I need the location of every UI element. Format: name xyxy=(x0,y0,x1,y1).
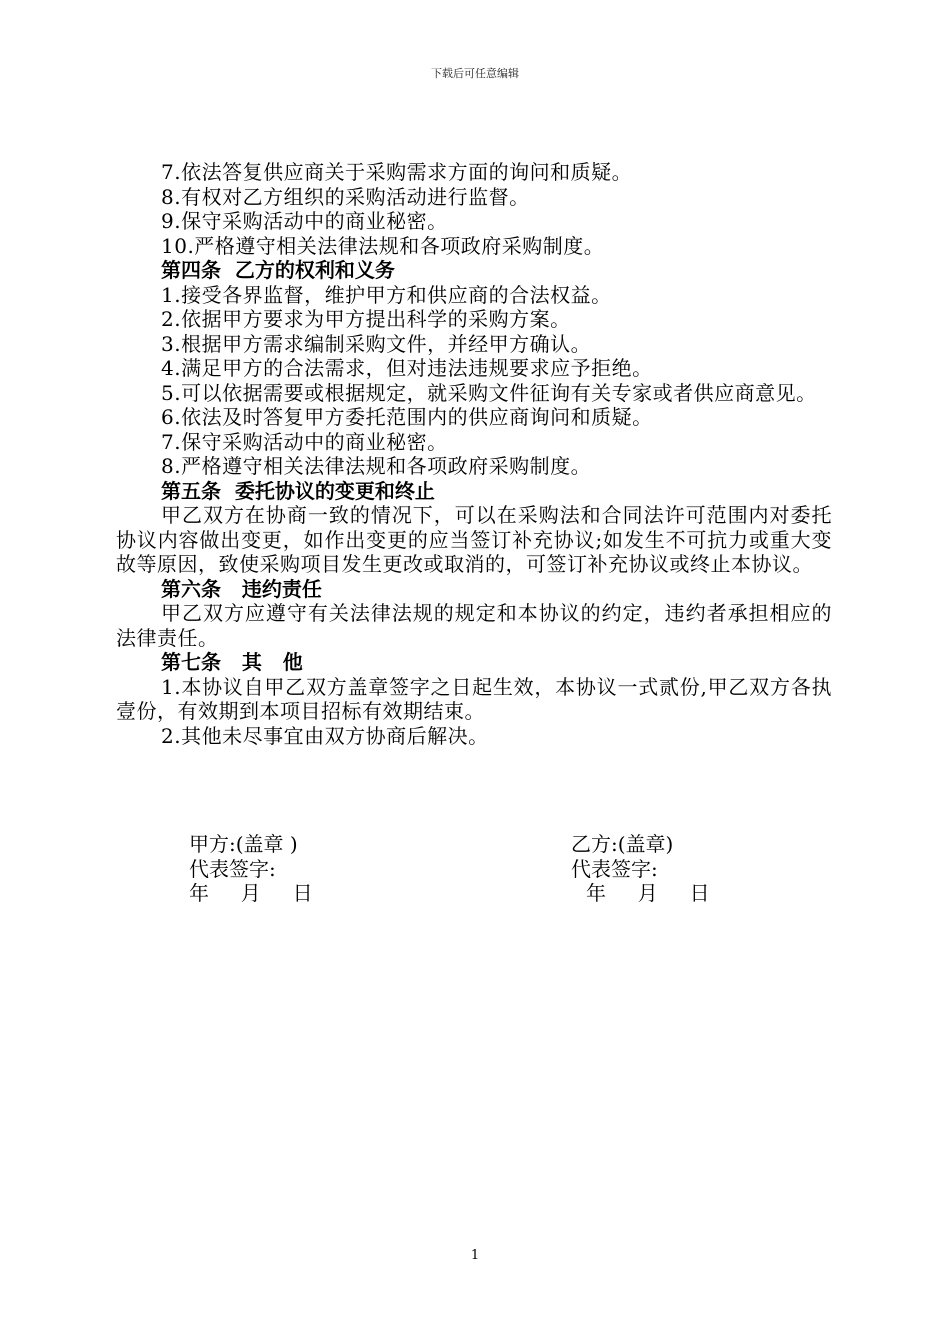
clause-paragraph: 7.依法答复供应商关于采购需求方面的询问和质疑。 xyxy=(161,160,633,184)
clause-paragraph: 1.接受各界监督，维护甲方和供应商的合法权益。 xyxy=(161,282,612,307)
party-b-seal: 乙方:(盖章) xyxy=(571,832,674,856)
article-heading: 第七条 其 他 xyxy=(161,650,303,674)
clause-paragraph: 3.根据甲方需求编制采购文件，并经甲方确认。 xyxy=(161,331,592,356)
article-heading: 第五条 委托协议的变更和终止 xyxy=(161,478,435,503)
article-heading: 第四条 乙方的权利和义务 xyxy=(161,258,395,282)
clause-paragraph: 甲乙双方应遵守有关法律法规的规定和本协议的约定，违约者承担相应的法律责任。 xyxy=(116,601,832,650)
clause-paragraph: 8.严格遵守相关法律法规和各项政府采购制度。 xyxy=(161,454,592,478)
party-a-date: 年 月 日 xyxy=(189,881,313,905)
signature-sign-row xyxy=(189,857,749,882)
party-a-seal: 甲方:(盖章 ) xyxy=(189,832,298,856)
signature-date-row xyxy=(189,881,749,906)
page-number: 1 xyxy=(470,1248,480,1263)
party-a-representative: 代表签字: xyxy=(189,856,276,881)
clause-paragraph: 8.有权对乙方组织的采购活动进行监督。 xyxy=(161,184,530,209)
signature-seal-row xyxy=(189,832,749,857)
clause-paragraph: 7.保守采购活动中的商业秘密。 xyxy=(161,429,448,454)
clause-paragraph: 5.可以依据需要或根据规定，就采购文件征询有关专家或者供应商意见。 xyxy=(161,380,817,405)
clause-paragraph: 9.保守采购活动中的商业秘密。 xyxy=(161,209,448,233)
clause-paragraph: 甲乙双方在协商一致的情况下，可以在采购法和合同法许可范围内对委托协议内容做出变更，如作出变更的应当签订补充协议;如发生不可抗力或重大变故等原因，致使采购项目发生更改或取消的，可签订补充协议或终止本协议。 xyxy=(116,503,832,576)
signature-block xyxy=(189,832,749,906)
clause-paragraph: 2.其他未尽事宜由双方协商后解决。 xyxy=(161,723,489,748)
contract-body xyxy=(116,160,832,748)
article-heading: 第六条 违约责任 xyxy=(161,576,322,601)
party-b-representative: 代表签字: xyxy=(571,856,658,881)
header-note: 下载后可任意编辑 xyxy=(431,67,519,80)
clause-paragraph: 10.严格遵守相关法律法规和各项政府采购制度。 xyxy=(161,233,605,258)
clause-paragraph: 6.依法及时答复甲方委托范围内的供应商询问和质疑。 xyxy=(161,405,653,429)
clause-paragraph: 2.依据甲方要求为甲方提出科学的采购方案。 xyxy=(161,307,571,331)
clause-paragraph: 4.满足甲方的合法需求，但对违法违规要求应予拒绝。 xyxy=(161,356,653,380)
clause-paragraph: 1.本协议自甲乙双方盖章签字之日起生效，本协议一式贰份,甲乙双方各执壹份，有效期到本项目招标有效期结束。 xyxy=(116,674,832,723)
party-b-date: 年 月 日 xyxy=(586,881,710,905)
